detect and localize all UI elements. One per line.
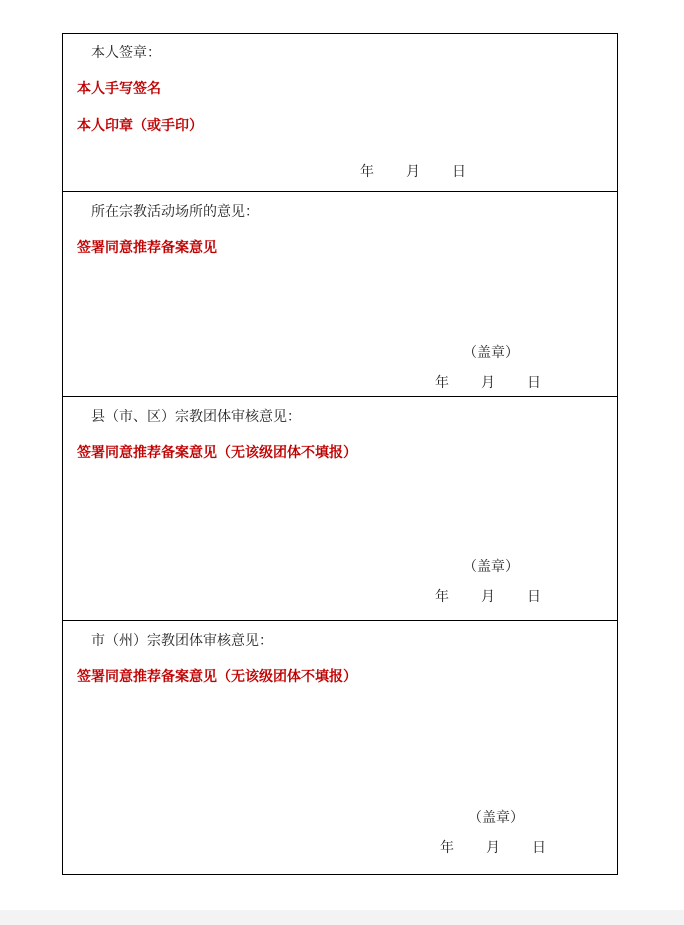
- personal-signature-section: [63, 34, 617, 192]
- personal-signature-label: 本人签章：: [91, 45, 161, 61]
- date-month: 月: [481, 589, 495, 605]
- seal-mark: （盖章）: [463, 345, 519, 361]
- approval-form-table: [62, 33, 618, 875]
- seal-mark: （盖章）: [463, 559, 519, 575]
- date-day: 日: [527, 375, 541, 391]
- city-review-label: 市（州）宗教团体审核意见：: [91, 633, 273, 649]
- date-day: 日: [532, 840, 546, 856]
- seal-or-fingerprint-note: 本人印章（或手印）: [77, 118, 203, 134]
- date-day: 日: [452, 164, 466, 180]
- date-year: 年: [435, 375, 449, 391]
- county-review-label: 县（市、区）宗教团体审核意见：: [91, 409, 301, 425]
- date-year: 年: [435, 589, 449, 605]
- date-month: 月: [406, 164, 420, 180]
- venue-opinion-note: 签署同意推荐备案意见: [77, 240, 217, 256]
- date-day: 日: [527, 589, 541, 605]
- county-review-note: 签署同意推荐备案意见（无该级团体不填报）: [77, 445, 357, 461]
- seal-mark: （盖章）: [468, 810, 524, 826]
- venue-opinion-label: 所在宗教活动场所的意见：: [91, 204, 259, 220]
- county-review-section: [63, 397, 617, 621]
- date-month: 月: [486, 840, 500, 856]
- date-year: 年: [360, 164, 374, 180]
- venue-opinion-section: [63, 192, 617, 397]
- page-bottom-edge: [0, 910, 684, 925]
- handwritten-signature-note: 本人手写签名: [77, 81, 161, 97]
- date-month: 月: [481, 375, 495, 391]
- city-review-note: 签署同意推荐备案意见（无该级团体不填报）: [77, 669, 357, 685]
- city-review-section: [63, 621, 617, 875]
- date-year: 年: [440, 840, 454, 856]
